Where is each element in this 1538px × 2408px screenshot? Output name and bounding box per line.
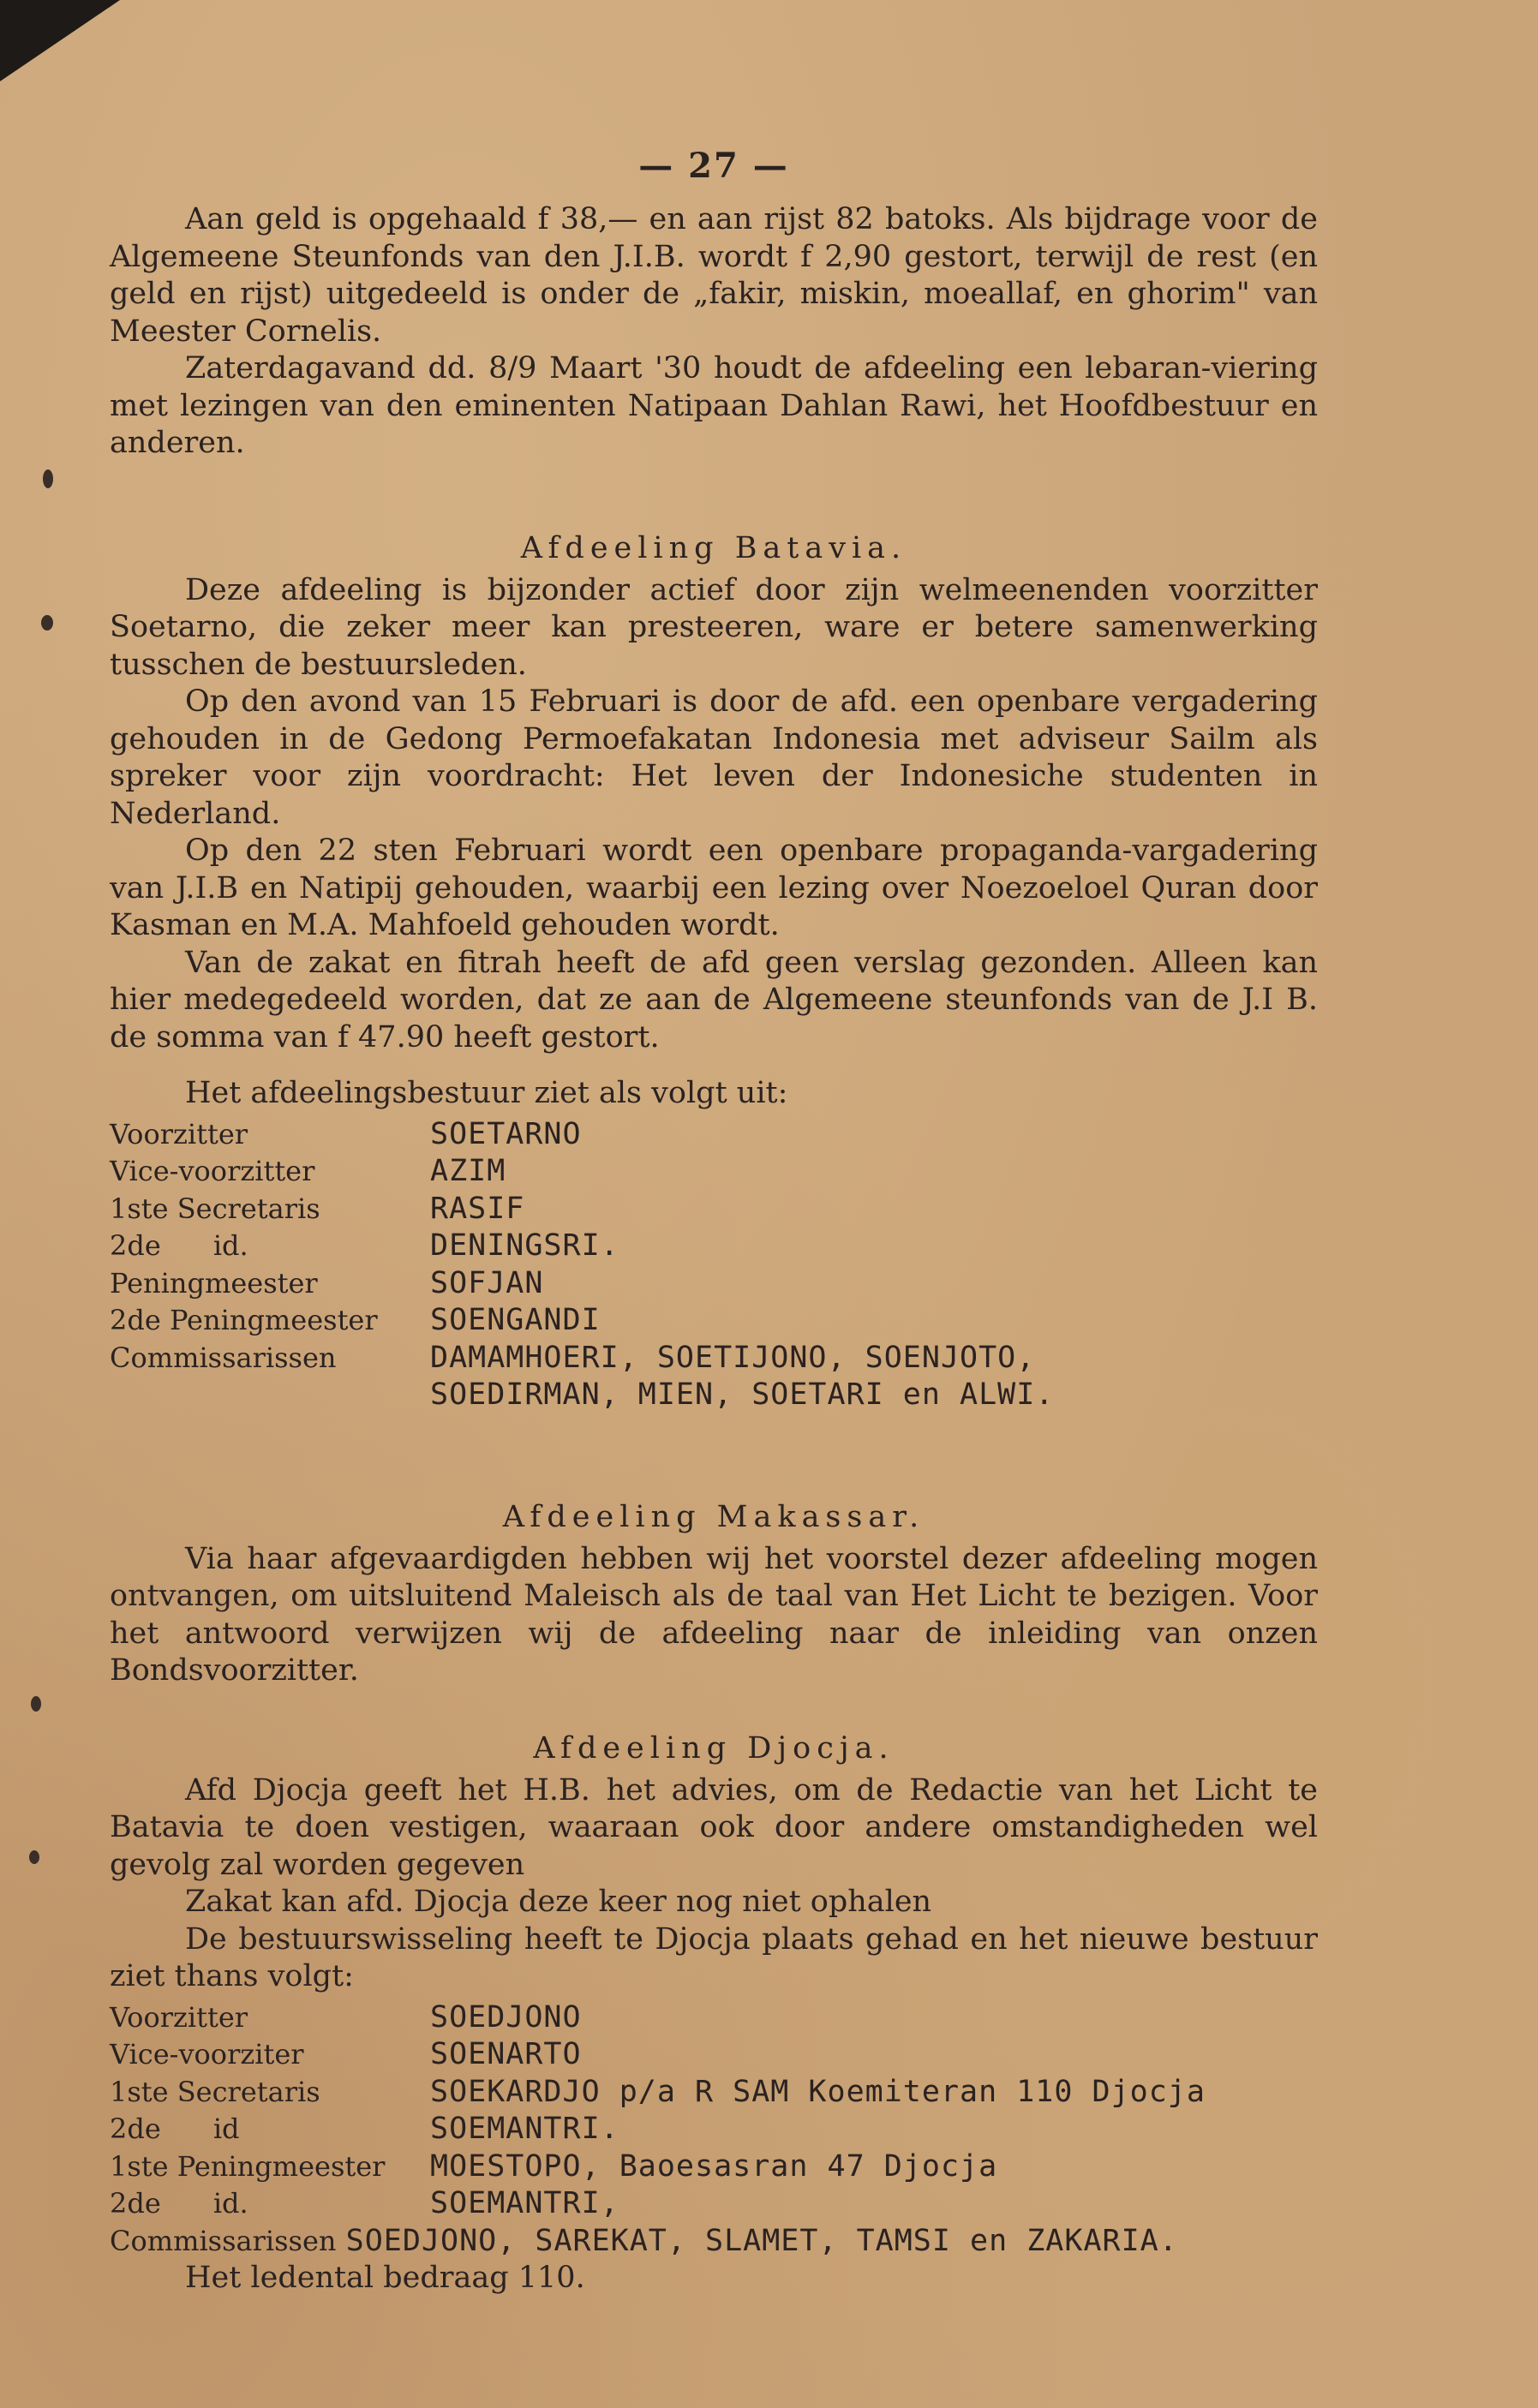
table-row: 2de id SOEMANTRI.: [110, 2112, 619, 2146]
table-row: 2de Peningmeester SOENGANDI: [110, 1303, 601, 1337]
paragraph: Deze afdeeling is bijzonder actief door zijn welmeenenden voorzitter Soetarno, die zeker meer kan presteeren, ware er betere samenwerking tusschen de bestuursleden.: [110, 572, 1318, 682]
paragraph: Zakat kan afd. Djocja deze keer nog niet ophalen: [185, 1885, 932, 1919]
member-count: Het ledental bedraag 110.: [185, 2261, 585, 2295]
document-page: [110, 146, 1318, 2297]
page-number: — 27 —: [638, 146, 789, 186]
table-row: 1ste Secretaris RASIF: [110, 1191, 525, 1226]
ink-blot: [43, 469, 53, 488]
table-row: 2de id. DENINGSRI.: [110, 1228, 619, 1263]
ink-blot: [29, 1850, 39, 1864]
table-row: Voorzitter SOETARNO: [110, 1116, 582, 1151]
paragraph: Aan geld is opgehaald f 38,— en aan rijst 82 batoks. Als bijdrage voor de Algemeene Steunfonds van den J.I.B. wordt f 2,90 gestort, terwijl de rest (en geld en rijst) uitgedeeld is onder de „fakir, miskin, moeallaf, en ghorim" van Meester Cornelis.: [110, 202, 1318, 349]
paragraph: Afd Djocja geeft het H.B. het advies, om de Redactie van het Licht te Batavia te doen vestigen, waaraan ook door andere omstandigheden wel gevolg zal worden gegeven: [110, 1772, 1318, 1882]
batavia-board-table: [110, 1116, 1054, 1414]
commissioners-label: Commissarissen: [110, 2224, 337, 2257]
table-row: Commissarissen DAMAMHOERI, SOETIJONO, SOENJOTO,: [110, 1340, 1036, 1375]
board-intro: Het afdeelingsbestuur ziet als volgt uit:: [185, 1076, 788, 1110]
section-heading-makassar: Afdeeling Makassar.: [502, 1499, 925, 1534]
spacer: [110, 463, 1318, 516]
spacer: [110, 1414, 1318, 1485]
spacer: [110, 1056, 1318, 1075]
table-row: Vice-voorzitter AZIM: [110, 1154, 506, 1188]
paragraph: Op den 22 sten Februari wordt een openbare propaganda-vargadering van J.I.B en Natipij gehouden, waarbij een lezing over Noezoeloel Quran door Kasman en M.A. Mahfoeld gehouden wordt.: [110, 834, 1318, 942]
table-row: Voorzitter SOEDJONO: [110, 1999, 582, 2035]
table-row: Peningmeester SOFJAN: [110, 1265, 544, 1300]
commissioners-names: SOEDJONO, SAREKAT, SLAMET, TAMSI en ZAKARIA.: [345, 2223, 1178, 2258]
table-row: SOEDIRMAN, MIEN, SOETARI en ALWI.: [430, 1377, 1055, 1412]
table-row: 1ste Peningmeester MOESTOPO, Baoesasran 47 Djocja: [110, 2148, 998, 2184]
dark-page-corner: [0, 0, 120, 81]
paragraph: Van de zakat en fitrah heeft de afd geen verslag gezonden. Alleen kan hier medegedeeld worden, dat ze aan de Algemeene steunfonds van de J.I B. de somma van f 47.90 heeft gestort.: [110, 945, 1318, 1055]
ink-blot: [41, 615, 53, 630]
table-row: 1ste Secretaris SOEKARDJO p/a R SAM Koemiteran 110 Djocja: [110, 2074, 1206, 2109]
djocja-commissioners: [110, 2223, 1318, 2261]
section-heading-batavia: Afdeeling Batavia.: [520, 530, 907, 565]
paragraph: Via haar afgevaardigden hebben wij het voorstel dezer afdeeling mogen ontvangen, om uitsluitend Maleisch als de taal van Het Licht te bezigen. Voor het antwoord verwijzen wij de afdeeling naar de inleiding van onzen Bondsvoorzitter.: [110, 1541, 1318, 1688]
section-heading-djocja: Afdeeling Djocja.: [533, 1730, 895, 1766]
table-row: Vice-voorziter SOENARTO: [110, 2037, 582, 2071]
djocja-board-table: [110, 1999, 1206, 2223]
spacer: [110, 1690, 1318, 1716]
paragraph: Zaterdagavand dd. 8/9 Maart '30 houdt de afdeeling een lebaran-viering met lezingen van den eminenten Natipaan Dahlan Rawi, het Hoofdbestuur en anderen.: [110, 351, 1318, 460]
table-row: 2de id. SOEMANTRI,: [110, 2186, 619, 2220]
ink-blot: [31, 1696, 41, 1712]
paragraph: De bestuurswisseling heeft te Djocja plaats gehad en het nieuwe bestuur ziet thans volgt:: [110, 1921, 1318, 1993]
paragraph: Op den avond van 15 Februari is door de afd. een openbare vergadering gehouden in de Gedong Permoefakatan Indonesia met adviseur Sailm als spreker voor zijn voordracht: Het leven der Indonesiche studenten in Nederland.: [110, 684, 1318, 831]
